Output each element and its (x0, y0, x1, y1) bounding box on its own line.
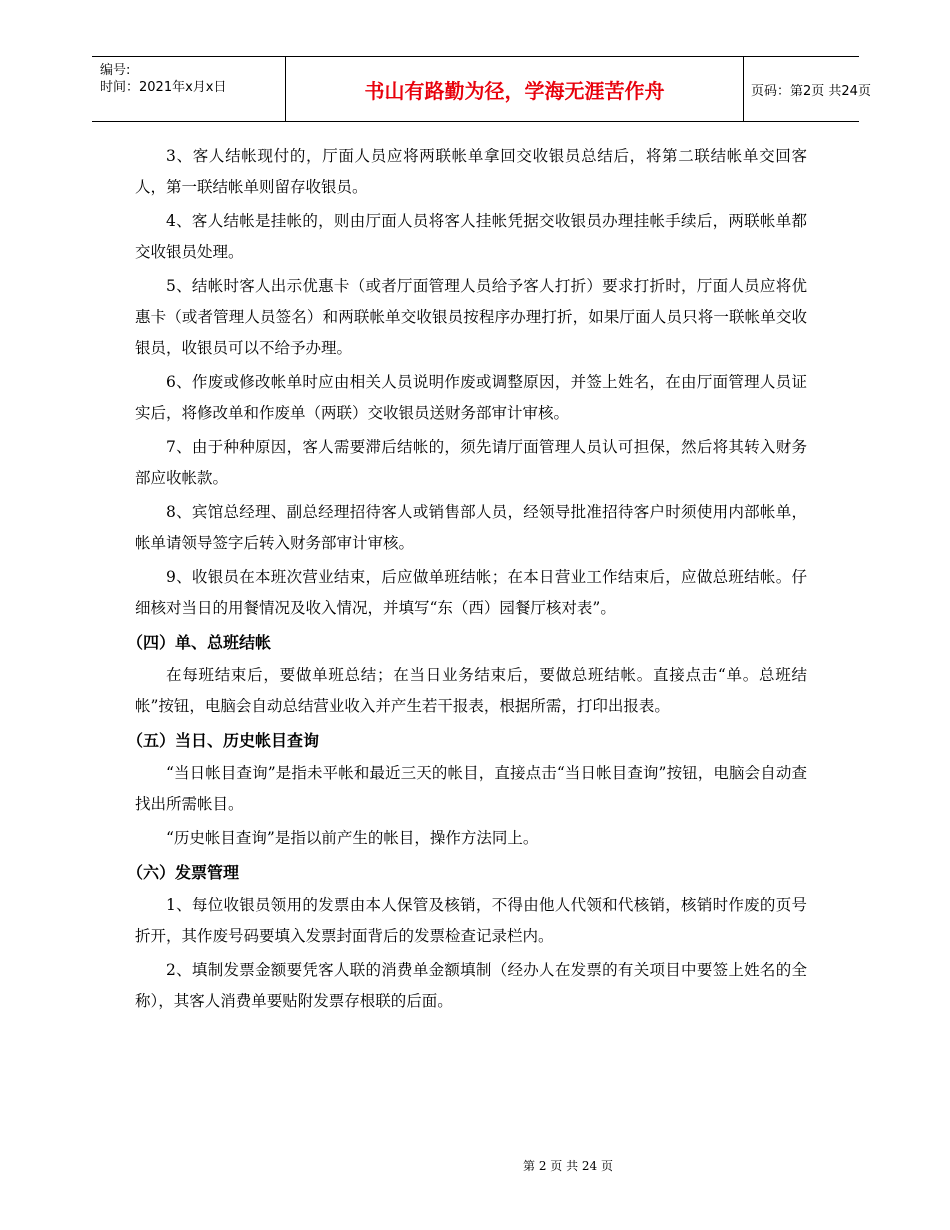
section-4-body: 在每班结束后，要做单班总结；在当日业务结束后，要做总班结帐。直接点击“单。总班结帐”按钮，电脑会自动总结营业收入并产生若干报表，根据所需，打印出报表。 (135, 666, 807, 715)
page-header (92, 56, 871, 122)
section-heading-6: （六）发票管理 (127, 863, 240, 882)
section-heading-5: （五）当日、历史帐目查询 (127, 731, 320, 750)
paragraph-4: 4、客人结帐是挂帐的，则由厅面人员将客人挂帐凭据交收银员办理挂帐手续后，两联帐单都交收银员处理。 (135, 212, 807, 261)
header-motto-cell (285, 57, 744, 121)
paragraph-8: 8、宾馆总经理、副总经理招待客人或销售部人员，经领导批准招待客户时须使用内部帐单，帐单请领导签字后转入财务部审计审核。 (135, 503, 807, 552)
section-5-body-1: “当日帐目查询”是指未平帐和最近三天的帐目，直接点击“当日帐目查询”按钮，电脑会自动查找出所需帐目。 (135, 764, 807, 813)
header-page-cell (743, 57, 871, 121)
paragraph-9: 9、收银员在本班次营业结束，后应做单班结帐；在本日营业工作结束后，应做总班结帐。仔细核对当日的用餐情况及收入情况，并填写“东（西）园餐厅核对表”。 (135, 568, 807, 617)
section-heading-4: （四）单、总班结帐 (127, 633, 272, 652)
footer-page-number: 第 2 页 共 24 页 (523, 1159, 613, 1173)
header-meta (92, 57, 285, 121)
page-info: 页码：第2页 共24页 (751, 83, 871, 99)
section-5-body-2: “历史帐目查询”是指以前产生的帐目，操作方法同上。 (166, 829, 539, 847)
paragraph-3: 3、客人结帐现付的，厅面人员应将两联帐单拿回交收银员总结后，将第二联结帐单交回客人，第一联结帐单则留存收银员。 (135, 147, 807, 196)
page-footer (0, 1157, 950, 1174)
time-label: 时间：2021年x月x日 (100, 80, 227, 95)
document-body (127, 141, 807, 1020)
number-label: 编号: (100, 63, 131, 78)
paragraph-6: 6、作废或修改帐单时应由相关人员说明作废或调整原因，并签上姓名，在由厅面管理人员证实后，将修改单和作废单（两联）交收银员送财务部审计审核。 (135, 373, 807, 422)
section-6-body-2: 2、填制发票金额要凭客人联的消费单金额填制（经办人在发票的有关项目中要签上姓名的全称），其客人消费单要贴附发票存根联的后面。 (135, 961, 807, 1010)
paragraph-7: 7、由于种种原因，客人需要滞后结帐的，须先请厅面管理人员认可担保，然后将其转入财务部应收帐款。 (135, 438, 807, 487)
paragraph-5: 5、结帐时客人出示优惠卡（或者厅面管理人员给予客人打折）要求打折时，厅面人员应将优惠卡（或者管理人员签名）和两联帐单交收银员按程序办理打折，如果厅面人员只将一联帐单交收银员，收银员可以不给予办理。 (135, 277, 807, 357)
motto-text: 书山有路勤为径，学海无涯苦作舟 (364, 78, 665, 103)
section-6-body-1: 1、每位收银员领用的发票由本人保管及核销，不得由他人代领和代核销，核销时作废的页号折开，其作废号码要填入发票封面背后的发票检查记录栏内。 (135, 896, 807, 945)
